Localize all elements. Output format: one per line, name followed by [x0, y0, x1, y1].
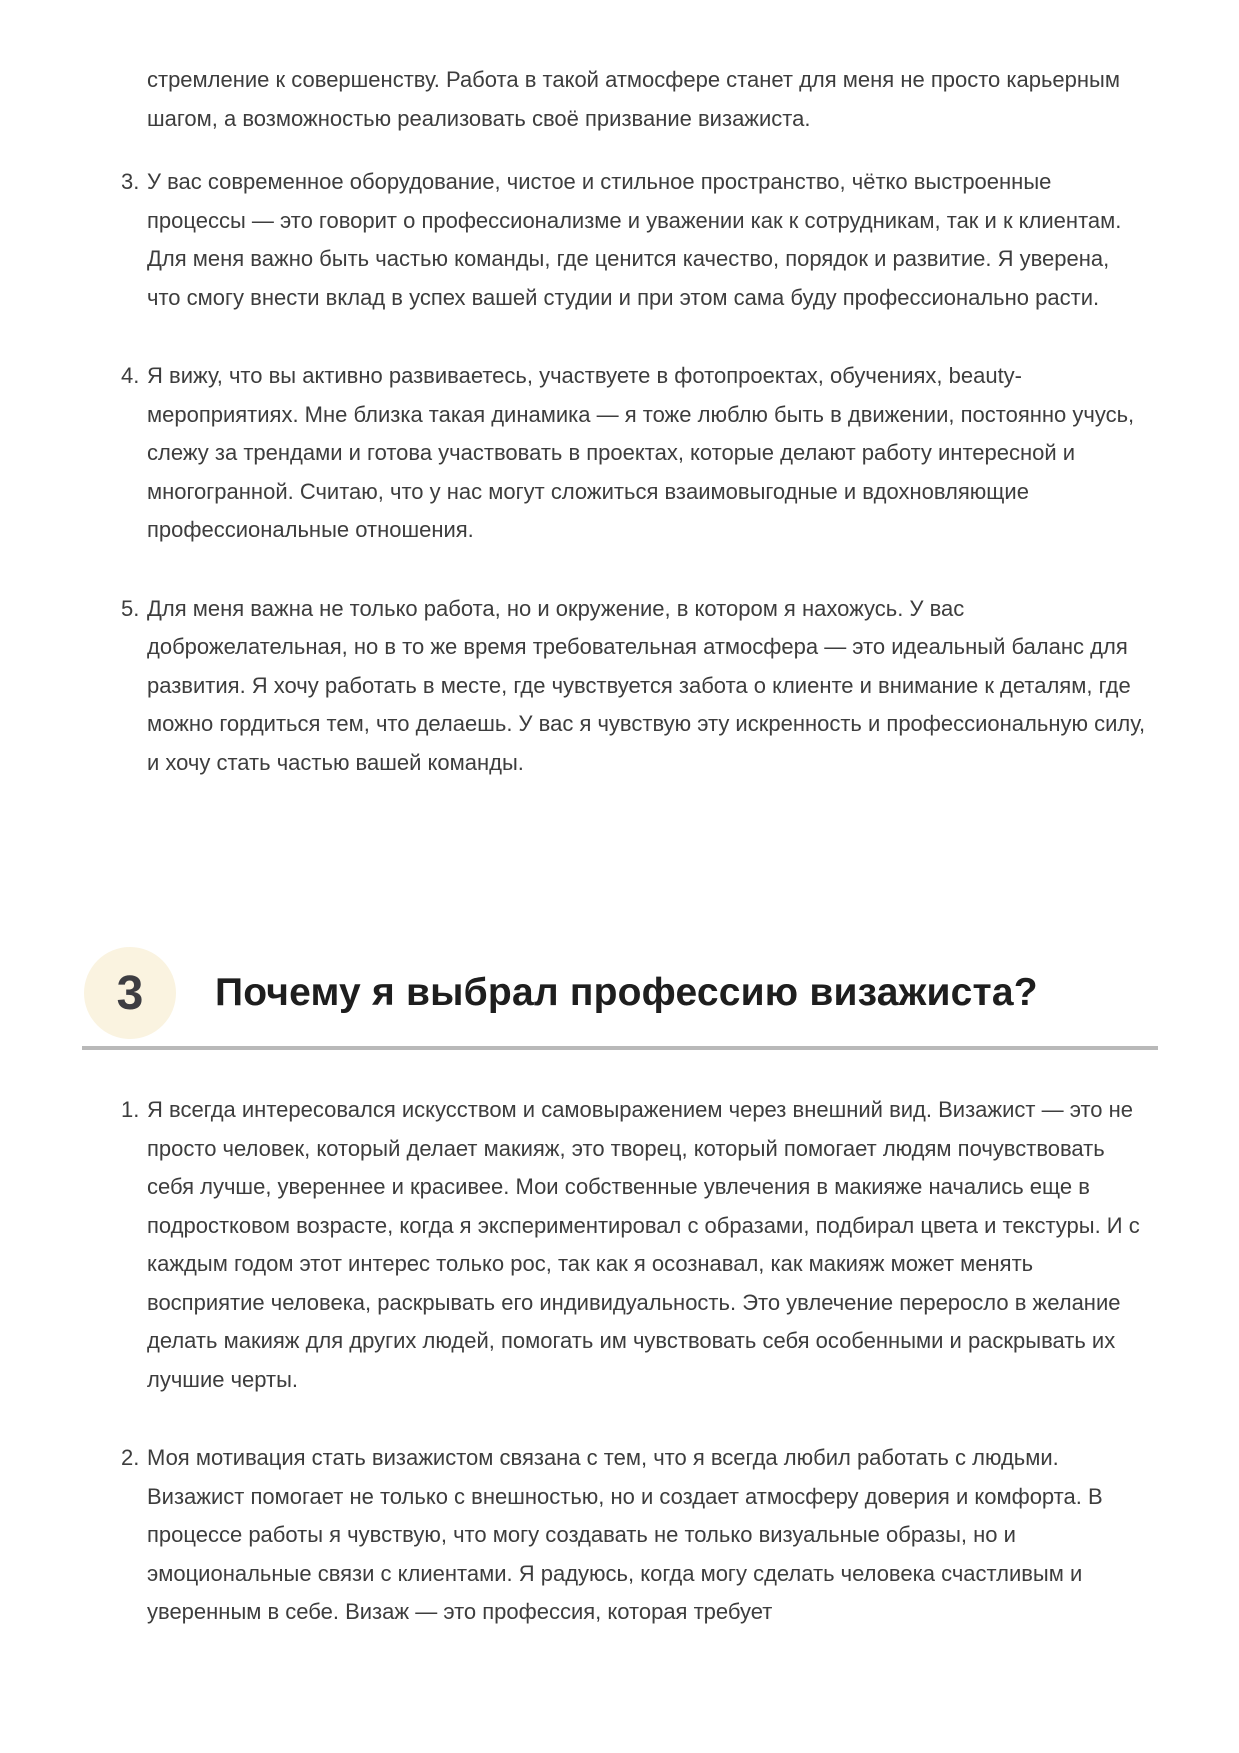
- list-item-text: Я всегда интересовался искусством и самовыражением через внешний вид. Визажист — это не просто человек, который делает макияж, это творец, который помогает людям почувствовать себя лучше, увереннее и красивее. Мои собственные увлечения в макияже начались еще в подростковом возрасте, когда я экспериментировал с образами, подбирал цвета и текстуры. И с каждым годом этот интерес только рос, так как я осознавал, как макияж может менять восприятие человека, раскрывать его индивидуальность. Это увлечение переросло в желание делать макияж для других людей, помогать им чувствовать себя особенными и раскрывать их лучшие черты.: [147, 1097, 1140, 1392]
- list-item: [121, 163, 1148, 317]
- numbered-list-second: [0, 1091, 1239, 1632]
- section-header: [0, 947, 1239, 1050]
- list-item-text: Для меня важна не только работа, но и окружение, в котором я нахожусь. У вас доброжелательная, но в то же время требовательная атмосфера — это идеальный баланс для развития. Я хочу работать в месте, где чувствуется забота о клиенте и внимание к деталям, где можно гордиться тем, что делаешь. У вас я чувствую эту искренность и профессиональную силу, и хочу стать частью вашей команды.: [147, 595, 1146, 775]
- list-item: [121, 1439, 1148, 1632]
- list-item-text: Я вижу, что вы активно развиваетесь, участвуете в фотопроектах, обучениях, beauty-мероприятиях. Мне близка такая динамика — я тоже люблю быть в движении, постоянно учусь, слежу за трендами и готова участвовать в проектах, которые делают работу интересной и многогранной. Считаю, что у нас могут сложиться взаимовыгодные и вдохновляющие профессиональные отношения.: [147, 363, 1135, 542]
- list-item-text: Моя мотивация стать визажистом связана с тем, что я всегда любил работать с людьми. Визажист помогает не только с внешностью, но и создает атмосферу доверия и комфорта. В процессе работы я чувствую, что могу создавать не только визуальные образы, но и эмоциональные связи с клиентами. Я радуюсь, когда могу сделать человека счастливым и уверенным в себе. Визаж — это профессия, которая требует: [147, 1445, 1103, 1624]
- section-title: Почему я выбрал профессию визажиста?: [215, 971, 1038, 1014]
- list-item: [121, 1091, 1148, 1399]
- list-item-text: У вас современное оборудование, чистое и стильное пространство, чётко выстроенные процессы — это говорит о профессионализме и уважении как к сотрудникам, так и к клиентам. Для меня важно быть частью команды, где ценится качество, порядок и развитие. Я уверена, что смогу внести вклад в успех вашей студии и при этом сама буду профессионально расти.: [147, 169, 1122, 310]
- section-number-badge: 3: [84, 947, 176, 1039]
- list-item-number: 3.: [121, 169, 140, 194]
- list-item-number: 5.: [121, 595, 140, 621]
- list-item-number: 4.: [121, 363, 140, 388]
- list-item-number: 2.: [121, 1445, 140, 1470]
- continuation-paragraph: стремление к совершенству. Работа в такой атмосфере станет для меня не просто карьерным шагом, а возможностью реализовать своё призвание визажиста.: [147, 67, 1120, 131]
- list-item: [121, 590, 1148, 783]
- section-divider: [82, 1046, 1158, 1050]
- list-item-number: 1.: [121, 1097, 140, 1122]
- list-item: [121, 357, 1148, 550]
- section-header-row: [0, 947, 1239, 1039]
- numbered-list-first: [0, 163, 1239, 782]
